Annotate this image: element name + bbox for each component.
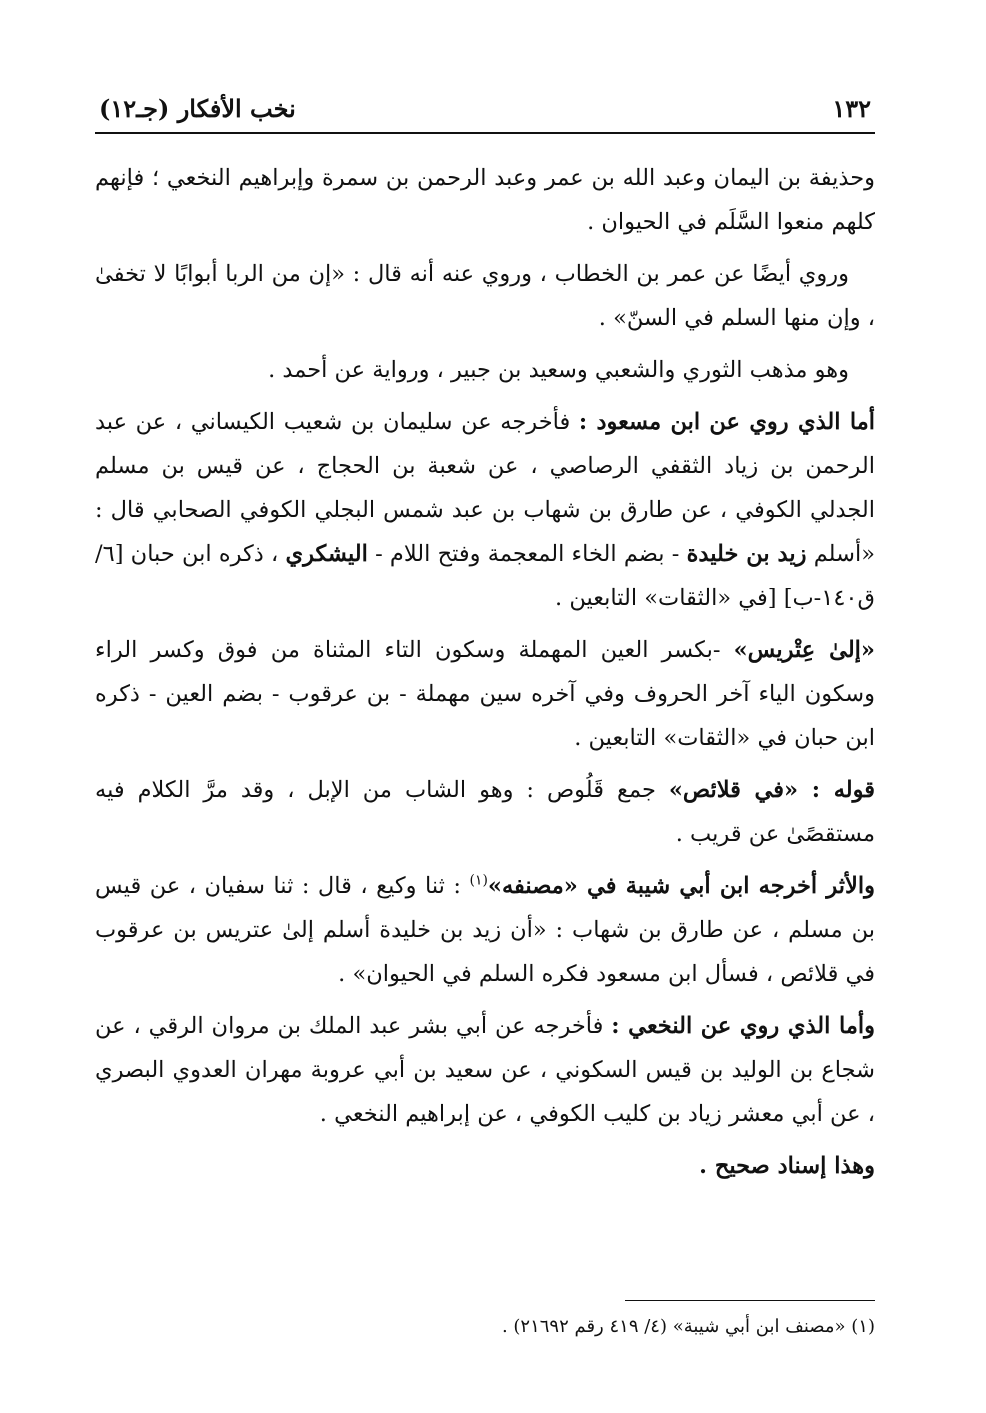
bold-text-run: وأما الذي روي عن النخعي : xyxy=(611,1013,875,1039)
footnote-divider xyxy=(625,1300,875,1301)
text-run: وحذيفة بن اليمان وعبد الله بن عمر وعبد الرحمن بن سمرة وإبراهيم النخعي ؛ فإنهم كلهم منعوا السَّلَم في الحيوان . xyxy=(95,165,875,235)
text-run: : ثنا وكيع ، قال : ثنا سفيان ، عن قيس بن مسلم ، عن طارق بن شهاب : «أن زيد بن خليدة أسلم إلىٰ عتريس بن عرقوب في قلائص ، فسأل ابن مسعود فكره السلم في الحيوان» . xyxy=(95,873,875,987)
text-run: ، ذكره ابن حبان [٦/ ق١٤٠-ب] [في «الثقات» التابعين . xyxy=(95,541,875,611)
paragraph xyxy=(95,1144,875,1188)
bold-text-run: وهذا إسناد صحيح . xyxy=(699,1153,875,1179)
bold-text-run: زيد بن خليدة xyxy=(686,541,807,567)
text-run: - بضم الخاء المعجمة وفتح اللام - xyxy=(367,541,687,567)
bold-text-run: «إلىٰ عِتْريس» xyxy=(733,637,875,663)
running-header xyxy=(95,90,875,134)
text-run: -بكسر العين المهملة وسكون التاء المثناة من فوق وكسر الراء وسكون الياء آخر الحروف وفي آخره سين مهملة - بن عرقوب - بضم العين - ذكره ابن حبان في «الثقات» التابعين . xyxy=(95,637,875,751)
footnote-reference: (١) xyxy=(469,872,488,889)
paragraph xyxy=(95,252,875,340)
paragraph xyxy=(95,768,875,856)
page-number: ١٣٢ xyxy=(832,94,871,123)
text-run: وهو مذهب الثوري والشعبي وسعيد بن جبير ، ورواية عن أحمد . xyxy=(268,357,849,383)
paragraph xyxy=(95,400,875,620)
document-page xyxy=(95,90,875,1370)
text-run: وروي أيضًا عن عمر بن الخطاب ، وروي عنه أنه قال : «إن من الربا أبوابًا لا تخفىٰ ، وإن منها السلم في السنّ» . xyxy=(95,261,875,331)
text-run: فأخرجه عن أبي بشر عبد الملك بن مروان الرقي ، عن شجاع بن الوليد بن قيس السكوني ، عن سعيد بن أبي عروبة مهران العدوي البصري ، عن أبي معشر زياد بن كليب الكوفي ، عن إبراهيم النخعي . xyxy=(95,1013,875,1127)
paragraph xyxy=(95,348,875,392)
book-title: نخب الأفكار (جـ١٢) xyxy=(99,94,296,123)
paragraph xyxy=(95,628,875,760)
bold-text-run: اليشكري xyxy=(285,541,368,567)
bold-text-run: أما الذي روي عن ابن مسعود : xyxy=(578,409,876,435)
footnote: (١) «مصنف ابن أبي شيبة» (٤/ ٤١٩ رقم ٢١٦٩٢) . xyxy=(501,1316,875,1337)
paragraph xyxy=(95,156,875,244)
text-run: فأخرجه عن سليمان بن شعيب الكيساني ، عن عبد الرحمن بن زياد الثقفي الرصاصي ، عن شعبة بن الحجاج ، عن قيس بن مسلم الجدلي الكوفي ، عن طارق بن شهاب بن عبد شمس البجلي الكوفي الصحابي قال : «أسلم xyxy=(95,409,875,567)
bold-text-run: قوله : «في قلائص» xyxy=(668,777,875,803)
body-text xyxy=(95,156,875,1188)
paragraph xyxy=(95,864,875,996)
text-run: جمع قَلُوص : وهو الشاب من الإبل ، وقد مرَّ الكلام فيه مستقصًىٰ عن قريب . xyxy=(95,777,875,847)
paragraph xyxy=(95,1004,875,1136)
bold-text-run: والأثر أخرجه ابن أبي شيبة في «مصنفه» xyxy=(487,873,875,899)
